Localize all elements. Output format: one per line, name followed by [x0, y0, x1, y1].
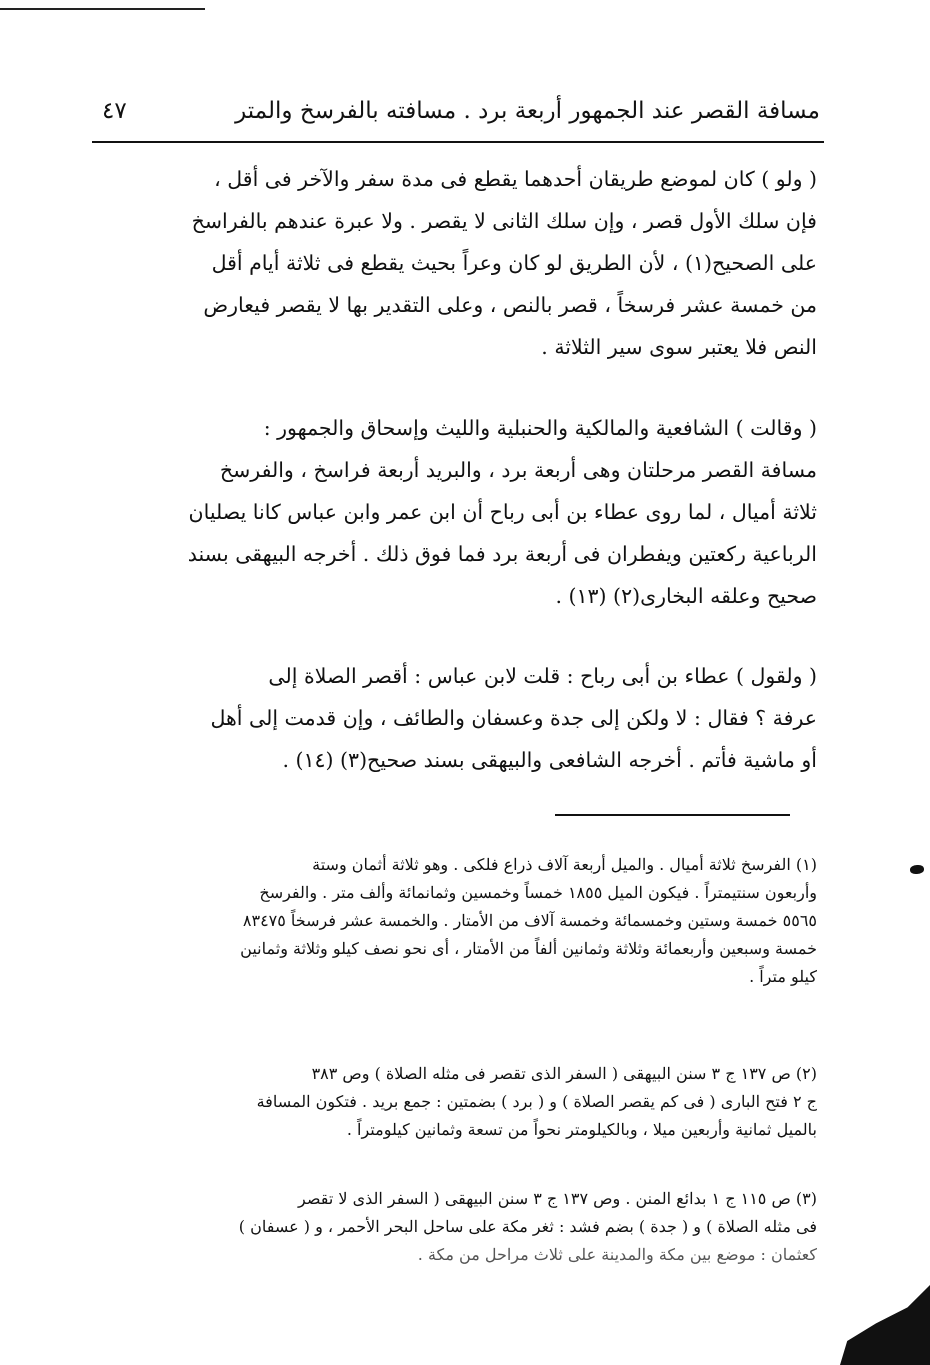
- footnote-separator: [555, 814, 790, 816]
- paragraph-line: ( ولو ) كان لموضع طريقان أحدهما يقطع فى مدة سفر والآخر فى أقل ،: [214, 167, 817, 191]
- footnote-line: فى مثله الصلاة ) و ( جدة ) بضم فشد : ثغر مكة على ساحل البحر الأحمر ، و ( عسفان ): [238, 1217, 817, 1236]
- footnote-line: (١) الفرسخ ثلاثة أميال . والميل أربعة آلاف ذراع فلكى . وهو ثلاثة أثمان وستة: [312, 855, 817, 874]
- paragraph-line: أو ماشية فأتم . أخرجه الشافعى والبيهقى بسند صحيح(٣) (١٤) .: [282, 748, 817, 772]
- footnote-line: وأربعون سنتيمتراً . فيكون الميل ١٨٥٥ خمساً وخمسين وثمانمائة وألف متر . والفرسخ: [259, 883, 817, 902]
- paragraph-line: ثلاثة أميال ، لما روى عطاء بن أبى رباح أن ابن عمر وابن عباس كانا يصليان: [188, 500, 817, 524]
- margin-ink-mark: [910, 865, 924, 874]
- paragraph-line: عرفة ؟ فقال : لا ولكن إلى جدة وعسفان والطائف ، وإن قدمت إلى أهل: [210, 706, 817, 730]
- footnote-line: كيلو متراً .: [749, 967, 817, 986]
- corner-scan-smudge: [840, 1285, 930, 1365]
- paragraph-line: مسافة القصر مرحلتان وهى أربعة برد ، والبريد أربعة فراسخ ، والفرسخ: [219, 458, 817, 482]
- top-edge-rule: [0, 8, 205, 10]
- footnote-line: (٣) ص ١١٥ ج ١ بدائع المنن . وص ١٣٧ ج ٣ سنن البيهقى ( السفر الذى لا تقصر: [298, 1189, 817, 1208]
- footnote-2: [100, 1060, 817, 1144]
- paragraph-line: صحيح وعلقه البخارى(٢) (١٣) .: [555, 584, 817, 608]
- footnote-line: كعثمان : موضع بين مكة والمدينة على ثلاث مراحل من مكة .: [417, 1245, 817, 1264]
- paragraph-line: الرباعية ركعتين ويفطران فى أربعة برد فما فوق ذلك . أخرجه البيهقى بسند: [187, 542, 817, 566]
- paragraph-line: ( وقالت ) الشافعية والمالكية والحنبلية والليث وإسحاق والجمهور :: [263, 416, 817, 440]
- paragraph-line: ( ولقول ) عطاء بن أبى رباح : قلت لابن عباس : أقصر الصلاة إلى: [268, 664, 817, 688]
- paragraph-line: على الصحيح(١) ، لأن الطريق لو كان وعراً بحيث يقطع فى ثلاثة أيام أقل: [211, 251, 817, 275]
- page-number: ٤٧: [102, 98, 127, 124]
- paragraph-line: فإن سلك الأول قصر ، وإن سلك الثانى لا يقصر . ولا عبرة عندهم بالفراسخ: [191, 209, 817, 233]
- paragraph-line: النص فلا يعتبر سوى سير الثلاثة .: [541, 335, 817, 359]
- footnote-line: (٢) ص ١٣٧ ج ٣ سنن البيهقى ( السفر الذى تقصر فى مثله الصلاة ) وص ٣٨٣: [311, 1064, 817, 1083]
- paragraph-1: [97, 158, 817, 368]
- footnote-line: ج ٢ فتح البارى ( فى كم يقصر الصلاة ) و ( برد ) بضمتين : جمع بريد . فتكون المسافة: [256, 1092, 817, 1111]
- footnote-line: خمسة وسبعين وأربعمائة وثلاثة وثمانين ألفاً من الأمتار ، أى نحو نصف كيلو وثلاثة وثمانين: [240, 939, 817, 958]
- page-header: [92, 86, 820, 136]
- header-rule: [92, 141, 824, 143]
- footnote-line: ٥٥٦٥ خمسة وستين وخمسمائة وخمسة آلاف من الأمتار . والخمسة عشر فرسخاً ٨٣٤٧٥: [242, 911, 817, 930]
- paragraph-3: [97, 655, 817, 781]
- running-title: مسافة القصر عند الجمهور أربعة برد . مسافته بالفرسخ والمتر: [235, 98, 820, 124]
- footnote-line: بالميل ثمانية وأربعين ميلا ، وبالكيلومتر نحواً من تسعة وثمانين كيلومتراً .: [346, 1120, 817, 1139]
- paragraph-line: من خمسة عشر فرسخاً ، قصر بالنص ، وعلى التقدير بها لا يقصر فيعارض: [203, 293, 817, 317]
- paragraph-2: [97, 407, 817, 617]
- footnote-3: [100, 1185, 817, 1269]
- footnote-1: [100, 851, 817, 991]
